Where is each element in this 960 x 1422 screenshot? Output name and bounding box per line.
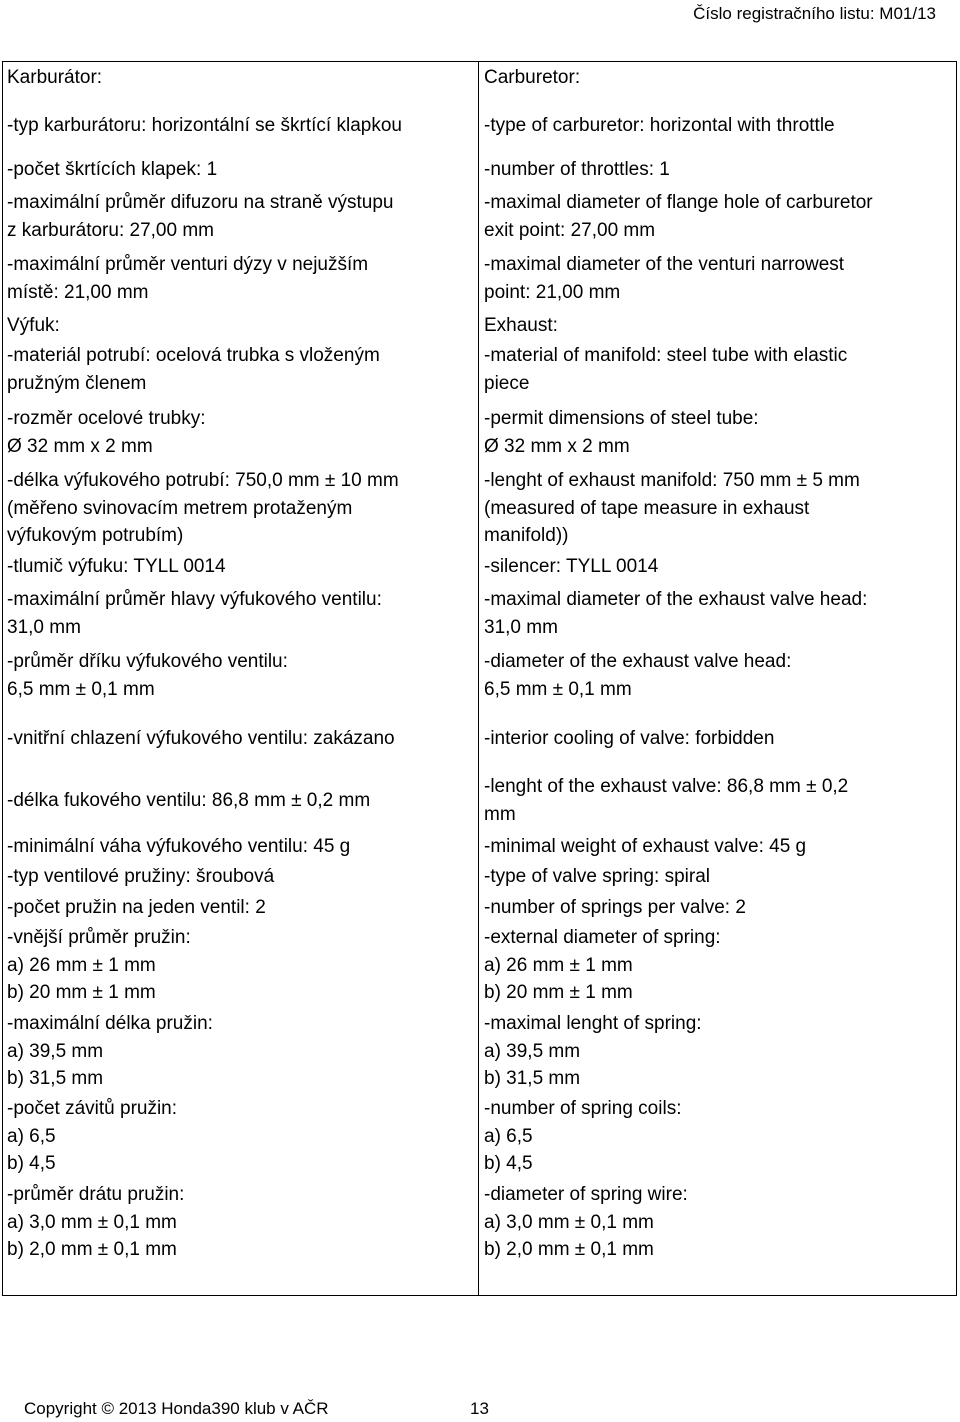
czech-text-row-6: -materiál potrubí: ocelová trubka s vloženým pružným členem xyxy=(7,345,380,394)
english-text-row-12: -interior cooling of valve: forbidden xyxy=(484,728,775,749)
english-text-row-3: -maximal diameter of flange hole of carburetor exit point: 27,00 mm xyxy=(484,192,873,241)
column-divider xyxy=(478,61,479,1296)
czech-text-row-14: -minimální váha výfukového ventilu: 45 g xyxy=(7,836,351,857)
english-text-row-16: -number of springs per valve: 2 xyxy=(484,897,746,918)
english-text-row-7: -permit dimensions of steel tube: Ø 32 mm x 2 mm xyxy=(484,408,759,457)
czech-text-row-15: -typ ventilové pružiny: šroubová xyxy=(7,866,275,887)
czech-text-row-9: -tlumič výfuku: TYLL 0014 xyxy=(7,556,226,577)
footer-copyright: Copyright © 2013 Honda390 klub v AČR xyxy=(24,1399,329,1418)
english-text-row-15: -type of valve spring: spiral xyxy=(484,866,710,887)
english-text-row-14: -minimal weight of exhaust valve: 45 g xyxy=(484,836,807,857)
czech-text-row-18: -maximální délka pružin: a) 39,5 mm b) 31,5 mm xyxy=(7,1013,213,1089)
czech-text-row-2: -počet škrtících klapek: 1 xyxy=(7,159,218,180)
english-text-row-1: -type of carburetor: horizontal with throttle xyxy=(484,115,835,136)
english-text-row-2: -number of throttles: 1 xyxy=(484,159,670,180)
czech-text-row-8: -délka výfukového potrubí: 750,0 mm ± 10 mm (měřeno svinovacím metrem protaženým výfukovým potrubím) xyxy=(7,470,399,546)
english-text-row-13: -lenght of the exhaust valve: 86,8 mm ± 0,2 mm xyxy=(484,776,849,825)
czech-text-row-5: Výfuk: xyxy=(7,315,60,336)
czech-text-row-4: -maximální průměr venturi dýzy v nejužším místě: 21,00 mm xyxy=(7,254,369,303)
czech-text-row-7: -rozměr ocelové trubky: Ø 32 mm x 2 mm xyxy=(7,408,206,457)
czech-text-row-16: -počet pružin na jeden ventil: 2 xyxy=(7,897,266,918)
english-text-row-5: Exhaust: xyxy=(484,315,558,336)
english-text-row-20: -diameter of spring wire: a) 3,0 mm ± 0,1 mm b) 2,0 mm ± 0,1 mm xyxy=(484,1184,688,1260)
english-text-row-9: -silencer: TYLL 0014 xyxy=(484,556,659,577)
english-text-row-11: -diameter of the exhaust valve head: 6,5 mm ± 0,1 mm xyxy=(484,651,792,700)
czech-text-row-12: -vnitřní chlazení výfukového ventilu: zakázano xyxy=(7,728,395,749)
czech-text-row-3: -maximální průměr difuzoru na straně výstupu z karburátoru: 27,00 mm xyxy=(7,192,394,241)
english-text-row-6: -material of manifold: steel tube with elastic piece xyxy=(484,345,848,394)
czech-text-row-19: -počet závitů pružin: a) 6,5 b) 4,5 xyxy=(7,1098,178,1174)
czech-text-row-13: -délka fukového ventilu: 86,8 mm ± 0,2 mm xyxy=(7,790,371,811)
czech-text-row-20: -průměr drátu pružin: a) 3,0 mm ± 0,1 mm b) 2,0 mm ± 0,1 mm xyxy=(7,1184,185,1260)
english-text-row-8: -lenght of exhaust manifold: 750 mm ± 5 mm (measured of tape measure in exhaust manifold)) xyxy=(484,470,860,546)
czech-text-row-11: -průměr dříku výfukového ventilu: 6,5 mm ± 0,1 mm xyxy=(7,651,288,700)
registration-number: Číslo registračního listu: M01/13 xyxy=(693,4,936,23)
english-text-row-19: -number of spring coils: a) 6,5 b) 4,5 xyxy=(484,1098,682,1174)
english-text-row-17: -external diameter of spring: a) 26 mm ± 1 mm b) 20 mm ± 1 mm xyxy=(484,927,721,1003)
english-text-row-10: -maximal diameter of the exhaust valve head: 31,0 mm xyxy=(484,589,868,638)
czech-text-row-17: -vnější průměr pružin: a) 26 mm ± 1 mm b) 20 mm ± 1 mm xyxy=(7,927,191,1003)
czech-text-row-10: -maximální průměr hlavy výfukového ventilu: 31,0 mm xyxy=(7,589,382,638)
english-text-row-4: -maximal diameter of the venturi narrowest point: 21,00 mm xyxy=(484,254,845,303)
english-text-row-18: -maximal lenght of spring: a) 39,5 mm b) 31,5 mm xyxy=(484,1013,702,1089)
footer-page-number: 13 xyxy=(470,1399,489,1418)
czech-text-row-1: -typ karburátoru: horizontální se škrtící klapkou xyxy=(7,115,402,136)
english-text-row-0: Carburetor: xyxy=(484,67,581,88)
czech-text-row-0: Karburátor: xyxy=(7,67,103,88)
